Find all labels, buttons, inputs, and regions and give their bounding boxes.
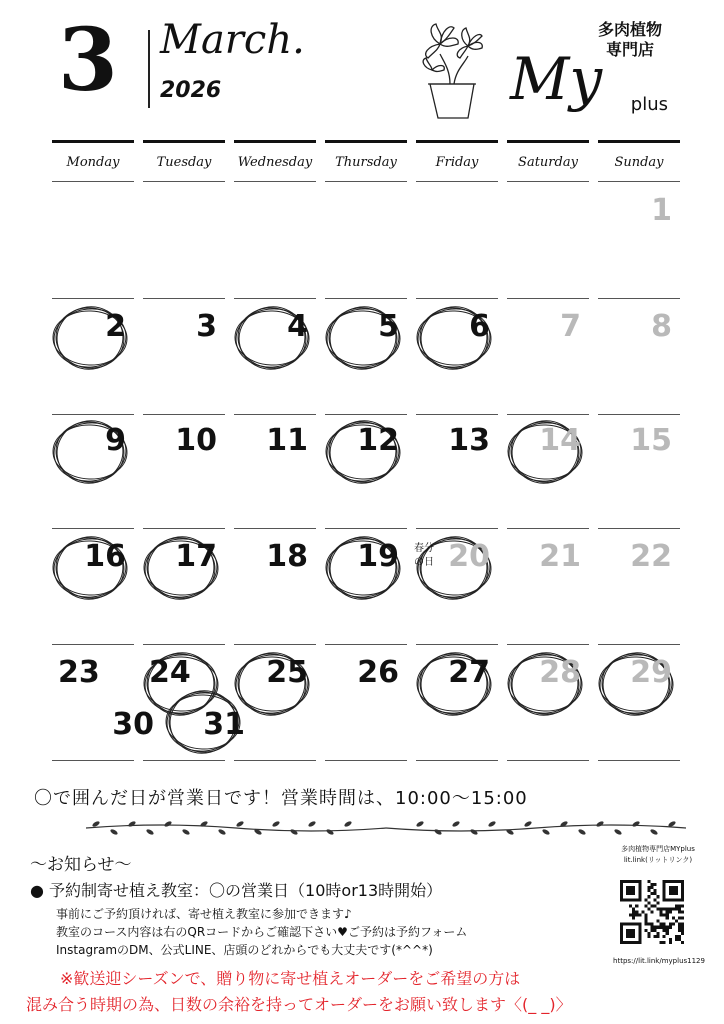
- cell-divider: [416, 760, 498, 761]
- leaf-icon: [164, 820, 173, 827]
- date-20: 20: [448, 539, 490, 574]
- date-19: 19: [357, 539, 399, 574]
- cell-divider: [234, 414, 316, 415]
- leaf-icon: [128, 820, 137, 827]
- cell-divider: [598, 298, 680, 299]
- leaf-icon: [416, 820, 425, 827]
- leaf-icon: [524, 820, 533, 827]
- cell-divider: [507, 298, 589, 299]
- weekday-sunday: Sunday: [598, 140, 680, 182]
- cell-divider: [598, 414, 680, 415]
- leaf-icon: [470, 828, 479, 835]
- leaf-icon: [110, 828, 119, 835]
- date-28: 28: [539, 655, 581, 690]
- cell-divider: [598, 760, 680, 761]
- date-17: 17: [175, 539, 217, 574]
- cell-divider: [507, 414, 589, 415]
- leaf-icon: [236, 820, 245, 827]
- cell-divider: [325, 760, 407, 761]
- weekday-thursday: Thursday: [325, 140, 407, 182]
- cell-divider: [416, 298, 498, 299]
- date-7: 7: [560, 309, 581, 344]
- date-10: 10: [175, 423, 217, 458]
- leaf-icon: [308, 820, 317, 827]
- cell-divider: [598, 644, 680, 645]
- date-26: 26: [357, 655, 399, 690]
- date-15: 15: [630, 423, 672, 458]
- date-3: 3: [196, 309, 217, 344]
- leaf-icon: [596, 820, 605, 827]
- leaf-icon: [218, 828, 227, 835]
- cell-divider: [234, 528, 316, 529]
- red-notice-2: 混み合う時期の為、日数の余裕を持ってオーダーをお願い致します〈(_ _)〉: [26, 995, 572, 1014]
- date-29: 29: [630, 655, 672, 690]
- cell-divider: [507, 644, 589, 645]
- date-22: 22: [630, 539, 672, 574]
- vine-divider-icon: [86, 818, 686, 838]
- cell-divider: [507, 760, 589, 761]
- news-line-2: 事前にご予約頂ければ、寄せ植え教室に参加できます♪: [56, 907, 352, 921]
- date-14: 14: [539, 423, 581, 458]
- date-5: 5: [378, 309, 399, 344]
- leaf-icon: [650, 828, 659, 835]
- news-title: 〜お知らせ〜: [30, 855, 132, 875]
- news-line-3: 教室のコース内容は右のQRコードからご確認下さい♥ご予約は予約フォーム: [56, 925, 468, 939]
- logo-my: My: [510, 45, 603, 113]
- logo-plus: plus: [630, 94, 668, 115]
- leaf-icon: [326, 828, 335, 835]
- cell-divider: [325, 644, 407, 645]
- logo-japanese-line1: 多肉植物: [597, 20, 662, 39]
- date-4: 4: [287, 309, 308, 344]
- cell-divider: [234, 644, 316, 645]
- news-line-4: InstagramのDM、公式LINE、店頭のどれからでも大丈夫です(*^^*): [56, 943, 433, 957]
- cell-divider: [507, 528, 589, 529]
- date-6: 6: [469, 309, 490, 344]
- qr-title: [614, 844, 702, 865]
- leaf-icon: [488, 820, 497, 827]
- weekday-monday: Monday: [52, 140, 134, 182]
- red-notice-1: ※歓送迎シーズンで、贈り物に寄せ植えオーダーをご希望の方は: [60, 969, 521, 988]
- weekday-wednesday: Wednesday: [234, 140, 316, 182]
- year: 2026: [160, 78, 222, 103]
- cell-divider: [598, 528, 680, 529]
- date-27: 27: [448, 655, 490, 690]
- cell-divider: [52, 414, 134, 415]
- date-11: 11: [266, 423, 308, 458]
- leaf-icon: [578, 828, 587, 835]
- weekday-saturday: Saturday: [507, 140, 589, 182]
- qr-title-2: lit.link(リットリンク): [623, 855, 693, 864]
- qr-url: https://lit.link/myplus1129: [613, 957, 705, 965]
- date-23: 23: [58, 655, 100, 690]
- open-days-note: 〇で囲んだ日が営業日です！営業時間は、10:00〜15:00: [34, 788, 528, 809]
- qr-title-1: 多肉植物専門店MYplus: [621, 845, 695, 853]
- leaf-icon: [290, 828, 299, 835]
- cell-divider: [52, 644, 134, 645]
- leaf-icon: [632, 820, 641, 827]
- workshop-bullet: ● 予約制寄せ植え教室：〇の営業日（10時or13時開始）: [30, 881, 443, 900]
- leaf-icon: [614, 828, 623, 835]
- cell-divider: [416, 414, 498, 415]
- cell-divider: [143, 528, 225, 529]
- cell-divider: [325, 528, 407, 529]
- cell-divider: [234, 298, 316, 299]
- date-9: 9: [105, 423, 126, 458]
- date-13: 13: [448, 423, 490, 458]
- logo-japanese-line2: 専門店: [605, 40, 654, 59]
- weekday-friday: Friday: [416, 140, 498, 182]
- cell-divider: [52, 528, 134, 529]
- cell-divider: [143, 414, 225, 415]
- leaf-icon: [182, 828, 191, 835]
- cell-divider: [52, 760, 134, 761]
- date-30: 30: [112, 707, 154, 742]
- cell-divider: [325, 298, 407, 299]
- cell-divider: [325, 414, 407, 415]
- cell-divider: [52, 298, 134, 299]
- date-12: 12: [357, 423, 399, 458]
- cell-divider: [143, 760, 225, 761]
- leaf-icon: [146, 828, 155, 835]
- leaf-icon: [272, 820, 281, 827]
- holiday-label: 春分の日: [414, 543, 434, 568]
- date-18: 18: [266, 539, 308, 574]
- cell-divider: [143, 644, 225, 645]
- cell-divider: [416, 528, 498, 529]
- date-16: 16: [84, 539, 126, 574]
- date-8: 8: [651, 309, 672, 344]
- date-24: 24: [149, 655, 191, 690]
- month-name: March.: [160, 17, 305, 63]
- cell-divider: [416, 644, 498, 645]
- leaf-icon: [542, 828, 551, 835]
- qr-code-icon[interactable]: [620, 880, 684, 944]
- leaf-icon: [344, 820, 353, 827]
- leaf-icon: [434, 828, 443, 835]
- cell-divider: [143, 298, 225, 299]
- leaf-icon: [452, 820, 461, 827]
- cell-divider: [234, 760, 316, 761]
- date-2: 2: [105, 309, 126, 344]
- date-1: 1: [651, 193, 672, 228]
- date-21: 21: [539, 539, 581, 574]
- date-25: 25: [266, 655, 308, 690]
- month-number: 3: [58, 10, 118, 111]
- weekday-tuesday: Tuesday: [143, 140, 225, 182]
- date-31: 31: [203, 707, 245, 742]
